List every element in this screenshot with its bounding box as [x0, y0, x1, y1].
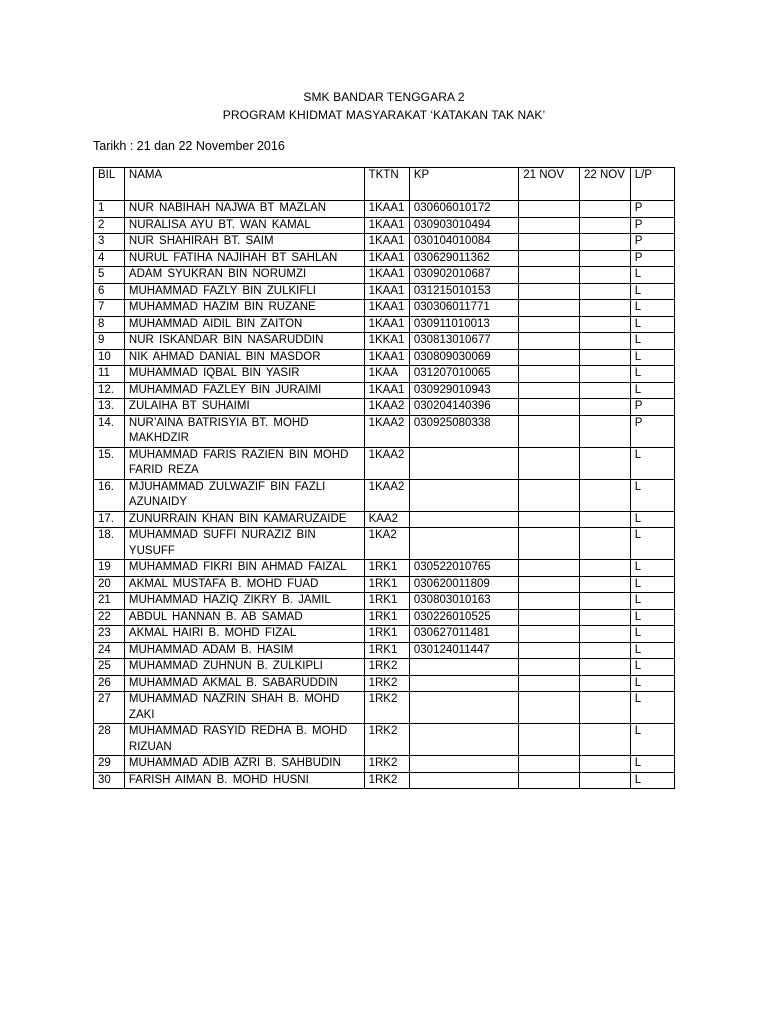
cell-bil: 16.	[94, 479, 125, 511]
cell-kp	[409, 659, 518, 676]
cell-kp: 031215010153	[409, 283, 518, 300]
cell-22-nov	[579, 479, 630, 511]
cell-tktn: 1KKA1	[364, 333, 409, 350]
cell-lp: L	[630, 366, 674, 383]
cell-21-nov	[519, 399, 580, 416]
cell-22-nov	[579, 609, 630, 626]
table-row	[94, 399, 675, 416]
cell-bil: 13.	[94, 399, 125, 416]
cell-tktn: 1RK1	[364, 609, 409, 626]
cell-tktn: 1KAA2	[364, 447, 409, 479]
cell-lp: L	[630, 316, 674, 333]
cell-21-nov	[519, 267, 580, 284]
cell-lp: L	[630, 333, 674, 350]
table-row	[94, 382, 675, 399]
table-row	[94, 316, 675, 333]
cell-21-nov	[519, 283, 580, 300]
table-row	[94, 659, 675, 676]
cell-nama: ZULAIHA BT SUHAIMI	[124, 399, 364, 416]
cell-lp: L	[630, 626, 674, 643]
cell-kp: 030204140396	[409, 399, 518, 416]
cell-bil: 12.	[94, 382, 125, 399]
cell-kp: 030629011362	[409, 250, 518, 267]
cell-nama: MUHAMMAD AIDIL BIN ZAITON	[124, 316, 364, 333]
cell-tktn: 1KAA1	[364, 300, 409, 317]
cell-bil: 7	[94, 300, 125, 317]
cell-tktn: 1KAA1	[364, 316, 409, 333]
table-row	[94, 479, 675, 511]
cell-tktn: 1RK2	[364, 756, 409, 773]
table-row	[94, 349, 675, 366]
table-row	[94, 642, 675, 659]
cell-21-nov	[519, 382, 580, 399]
cell-nama: NUR NABIHAH NAJWA BT MAZLAN	[124, 201, 364, 218]
cell-bil: 29	[94, 756, 125, 773]
cell-tktn: 1KAA1	[364, 283, 409, 300]
cell-kp	[409, 675, 518, 692]
cell-21-nov	[519, 626, 580, 643]
cell-tktn: 1KAA1	[364, 382, 409, 399]
cell-kp	[409, 447, 518, 479]
cell-lp: P	[630, 217, 674, 234]
cell-22-nov	[579, 560, 630, 577]
table-row	[94, 609, 675, 626]
table-row	[94, 724, 675, 756]
column-header-nama: NAMA	[124, 168, 364, 201]
cell-22-nov	[579, 576, 630, 593]
cell-21-nov	[519, 479, 580, 511]
cell-bil: 27	[94, 692, 125, 724]
cell-lp: L	[630, 560, 674, 577]
table-row	[94, 366, 675, 383]
column-header-kp: KP	[409, 168, 518, 201]
cell-kp: 030306011771	[409, 300, 518, 317]
cell-kp: 030929010943	[409, 382, 518, 399]
cell-kp	[409, 511, 518, 528]
cell-lp: L	[630, 659, 674, 676]
cell-kp: 030226010525	[409, 609, 518, 626]
table-row	[94, 415, 675, 447]
cell-lp: L	[630, 479, 674, 511]
cell-nama: MUHAMMAD ADAM B. HASIM	[124, 642, 364, 659]
cell-lp: P	[630, 201, 674, 218]
table-row	[94, 576, 675, 593]
cell-22-nov	[579, 234, 630, 251]
cell-22-nov	[579, 300, 630, 317]
table-row	[94, 300, 675, 317]
event-date: Tarikh : 21 dan 22 November 2016	[93, 139, 285, 153]
cell-nama: MUHAMMAD FAZLY BIN ZULKIFLI	[124, 283, 364, 300]
cell-kp: 030124011447	[409, 642, 518, 659]
cell-22-nov	[579, 528, 630, 560]
cell-21-nov	[519, 675, 580, 692]
cell-lp: P	[630, 234, 674, 251]
cell-tktn: 1RK1	[364, 593, 409, 610]
cell-tktn: 1KA2	[364, 528, 409, 560]
cell-kp	[409, 756, 518, 773]
cell-nama: MUHAMMAD HAZIQ ZIKRY B. JAMIL	[124, 593, 364, 610]
cell-bil: 22	[94, 609, 125, 626]
table-body	[94, 201, 675, 789]
cell-tktn: 1RK2	[364, 659, 409, 676]
cell-nama: MUHAMMAD ADIB AZRI B. SAHBUDIN	[124, 756, 364, 773]
cell-21-nov	[519, 447, 580, 479]
table-row	[94, 217, 675, 234]
cell-kp: 030813010677	[409, 333, 518, 350]
cell-bil: 14.	[94, 415, 125, 447]
cell-tktn: 1RK1	[364, 626, 409, 643]
cell-bil: 20	[94, 576, 125, 593]
cell-tktn: 1RK2	[364, 772, 409, 789]
cell-kp: 031207010065	[409, 366, 518, 383]
table-row	[94, 447, 675, 479]
cell-21-nov	[519, 234, 580, 251]
table-row	[94, 201, 675, 218]
cell-nama: AKMAL HAIRI B. MOHD FIZAL	[124, 626, 364, 643]
cell-22-nov	[579, 675, 630, 692]
cell-22-nov	[579, 283, 630, 300]
cell-bil: 21	[94, 593, 125, 610]
cell-21-nov	[519, 511, 580, 528]
cell-lp: P	[630, 399, 674, 416]
cell-21-nov	[519, 415, 580, 447]
cell-21-nov	[519, 576, 580, 593]
cell-nama: MUHAMMAD FIKRI BIN AHMAD FAIZAL	[124, 560, 364, 577]
cell-tktn: 1KAA1	[364, 267, 409, 284]
cell-tktn: 1RK1	[364, 642, 409, 659]
cell-bil: 17.	[94, 511, 125, 528]
table-row	[94, 593, 675, 610]
cell-bil: 4	[94, 250, 125, 267]
table-row	[94, 250, 675, 267]
cell-22-nov	[579, 333, 630, 350]
cell-nama: MUHAMMAD IQBAL BIN YASIR	[124, 366, 364, 383]
table-row	[94, 234, 675, 251]
cell-lp: L	[630, 576, 674, 593]
cell-kp	[409, 479, 518, 511]
cell-nama: MUHAMMAD SUFFI NURAZIZ BIN YUSUFF	[124, 528, 364, 560]
cell-22-nov	[579, 724, 630, 756]
table-row	[94, 528, 675, 560]
column-header-21-nov: 21 NOV	[519, 168, 580, 201]
cell-tktn: 1RK1	[364, 560, 409, 577]
cell-kp: 030911010013	[409, 316, 518, 333]
cell-lp: L	[630, 593, 674, 610]
document-title-block	[0, 88, 768, 124]
cell-22-nov	[579, 250, 630, 267]
cell-tktn: 1KAA1	[364, 201, 409, 218]
cell-nama: AKMAL MUSTAFA B. MOHD FUAD	[124, 576, 364, 593]
cell-kp: 030903010494	[409, 217, 518, 234]
cell-22-nov	[579, 772, 630, 789]
cell-tktn: KAA2	[364, 511, 409, 528]
cell-nama: MUHAMMAD FAZLEY BIN JURAIMI	[124, 382, 364, 399]
cell-lp: L	[630, 772, 674, 789]
cell-nama: MUHAMMAD HAZIM BIN RUZANE	[124, 300, 364, 317]
cell-nama: MJUHAMMAD ZULWAZIF BIN FAZLI AZUNAIDY	[124, 479, 364, 511]
cell-21-nov	[519, 593, 580, 610]
cell-kp: 030925080338	[409, 415, 518, 447]
cell-nama: MUHAMMAD FARIS RAZIEN BIN MOHD FARID REZA	[124, 447, 364, 479]
cell-tktn: 1KAA2	[364, 415, 409, 447]
cell-bil: 10	[94, 349, 125, 366]
column-header-tktn: TKTN	[364, 168, 409, 201]
cell-bil: 23	[94, 626, 125, 643]
cell-22-nov	[579, 626, 630, 643]
column-header-bil: BIL	[94, 168, 125, 201]
cell-kp: 030606010172	[409, 201, 518, 218]
cell-lp: L	[630, 349, 674, 366]
cell-kp: 030902010687	[409, 267, 518, 284]
cell-21-nov	[519, 772, 580, 789]
cell-lp: L	[630, 511, 674, 528]
cell-kp: 030104010084	[409, 234, 518, 251]
cell-tktn: 1KAA1	[364, 250, 409, 267]
cell-lp: P	[630, 250, 674, 267]
cell-tktn: 1KAA	[364, 366, 409, 383]
cell-nama: MUHAMMAD RASYID REDHA B. MOHD RIZUAN	[124, 724, 364, 756]
cell-bil: 1	[94, 201, 125, 218]
cell-lp: L	[630, 382, 674, 399]
cell-kp	[409, 528, 518, 560]
cell-22-nov	[579, 382, 630, 399]
table-row	[94, 333, 675, 350]
cell-bil: 5	[94, 267, 125, 284]
cell-bil: 9	[94, 333, 125, 350]
cell-lp: L	[630, 692, 674, 724]
cell-21-nov	[519, 349, 580, 366]
cell-21-nov	[519, 217, 580, 234]
cell-bil: 8	[94, 316, 125, 333]
cell-lp: L	[630, 283, 674, 300]
cell-22-nov	[579, 267, 630, 284]
cell-tktn: 1KAA1	[364, 234, 409, 251]
cell-bil: 26	[94, 675, 125, 692]
cell-tktn: 1KAA2	[364, 399, 409, 416]
cell-nama: ZUNURRAIN KHAN BIN KAMARUZAIDE	[124, 511, 364, 528]
cell-21-nov	[519, 333, 580, 350]
cell-22-nov	[579, 447, 630, 479]
cell-nama: MUHAMMAD AKMAL B. SABARUDDIN	[124, 675, 364, 692]
cell-lp: L	[630, 609, 674, 626]
cell-21-nov	[519, 756, 580, 773]
cell-tktn: 1RK1	[364, 576, 409, 593]
cell-21-nov	[519, 659, 580, 676]
cell-22-nov	[579, 316, 630, 333]
cell-21-nov	[519, 724, 580, 756]
cell-22-nov	[579, 756, 630, 773]
cell-bil: 30	[94, 772, 125, 789]
cell-21-nov	[519, 366, 580, 383]
cell-21-nov	[519, 250, 580, 267]
table-row	[94, 692, 675, 724]
cell-tktn: 1RK2	[364, 675, 409, 692]
cell-kp	[409, 692, 518, 724]
table-row	[94, 675, 675, 692]
table-row	[94, 267, 675, 284]
program-title: PROGRAM KHIDMAT MASYARAKAT ‘KATAKAN TAK NAK’	[222, 108, 546, 122]
cell-lp: L	[630, 642, 674, 659]
cell-22-nov	[579, 201, 630, 218]
cell-lp: L	[630, 267, 674, 284]
cell-bil: 15.	[94, 447, 125, 479]
cell-nama: NUR SHAHIRAH BT. SAIM	[124, 234, 364, 251]
cell-bil: 25	[94, 659, 125, 676]
cell-tktn: 1RK2	[364, 724, 409, 756]
cell-22-nov	[579, 511, 630, 528]
cell-22-nov	[579, 349, 630, 366]
cell-kp: 030803010163	[409, 593, 518, 610]
cell-nama: FARISH AIMAN B. MOHD HUSNI	[124, 772, 364, 789]
cell-nama: NIK AHMAD DANIAL BIN MASDOR	[124, 349, 364, 366]
cell-bil: 11	[94, 366, 125, 383]
cell-22-nov	[579, 642, 630, 659]
table-row	[94, 560, 675, 577]
cell-kp: 030620011809	[409, 576, 518, 593]
column-header-lp: L/P	[630, 168, 674, 201]
school-name: SMK BANDAR TENGGARA 2	[303, 90, 465, 104]
cell-22-nov	[579, 659, 630, 676]
cell-22-nov	[579, 217, 630, 234]
cell-bil: 24	[94, 642, 125, 659]
table-row	[94, 283, 675, 300]
cell-lp: L	[630, 528, 674, 560]
cell-kp: 030627011481	[409, 626, 518, 643]
cell-22-nov	[579, 366, 630, 383]
cell-lp: L	[630, 447, 674, 479]
cell-nama: MUHAMMAD ZUHNUN B. ZULKIPLI	[124, 659, 364, 676]
cell-nama: MUHAMMAD NAZRIN SHAH B. MOHD ZAKI	[124, 692, 364, 724]
cell-tktn: 1KAA2	[364, 479, 409, 511]
cell-nama: NUR ISKANDAR BIN NASARUDDIN	[124, 333, 364, 350]
cell-21-nov	[519, 300, 580, 317]
table-row	[94, 772, 675, 789]
cell-bil: 18.	[94, 528, 125, 560]
cell-tktn: 1RK2	[364, 692, 409, 724]
cell-lp: L	[630, 756, 674, 773]
cell-21-nov	[519, 201, 580, 218]
cell-nama: ABDUL HANNAN B. AB SAMAD	[124, 609, 364, 626]
cell-nama: NUR’AINA BATRISYIA BT. MOHD MAKHDZIR	[124, 415, 364, 447]
cell-bil: 19	[94, 560, 125, 577]
cell-21-nov	[519, 528, 580, 560]
cell-kp	[409, 724, 518, 756]
cell-tktn: 1KAA1	[364, 217, 409, 234]
cell-22-nov	[579, 399, 630, 416]
cell-nama: ADAM SYUKRAN BIN NORUMZI	[124, 267, 364, 284]
cell-nama: NURALISA AYU BT. WAN KAMAL	[124, 217, 364, 234]
cell-21-nov	[519, 642, 580, 659]
cell-bil: 28	[94, 724, 125, 756]
cell-21-nov	[519, 316, 580, 333]
cell-nama: NURUL FATIHA NAJIHAH BT SAHLAN	[124, 250, 364, 267]
cell-bil: 6	[94, 283, 125, 300]
column-header-22-nov: 22 NOV	[579, 168, 630, 201]
cell-21-nov	[519, 609, 580, 626]
participant-table	[93, 167, 675, 789]
cell-22-nov	[579, 692, 630, 724]
cell-bil: 3	[94, 234, 125, 251]
cell-lp: L	[630, 300, 674, 317]
cell-lp: L	[630, 675, 674, 692]
cell-21-nov	[519, 560, 580, 577]
cell-kp: 030809030069	[409, 349, 518, 366]
cell-bil: 2	[94, 217, 125, 234]
cell-22-nov	[579, 593, 630, 610]
cell-21-nov	[519, 692, 580, 724]
table-row	[94, 756, 675, 773]
cell-lp: L	[630, 724, 674, 756]
table-row	[94, 626, 675, 643]
cell-kp	[409, 772, 518, 789]
cell-lp: P	[630, 415, 674, 447]
cell-kp: 030522010765	[409, 560, 518, 577]
cell-tktn: 1KAA1	[364, 349, 409, 366]
cell-22-nov	[579, 415, 630, 447]
table-row	[94, 511, 675, 528]
table-header-row	[94, 168, 675, 201]
